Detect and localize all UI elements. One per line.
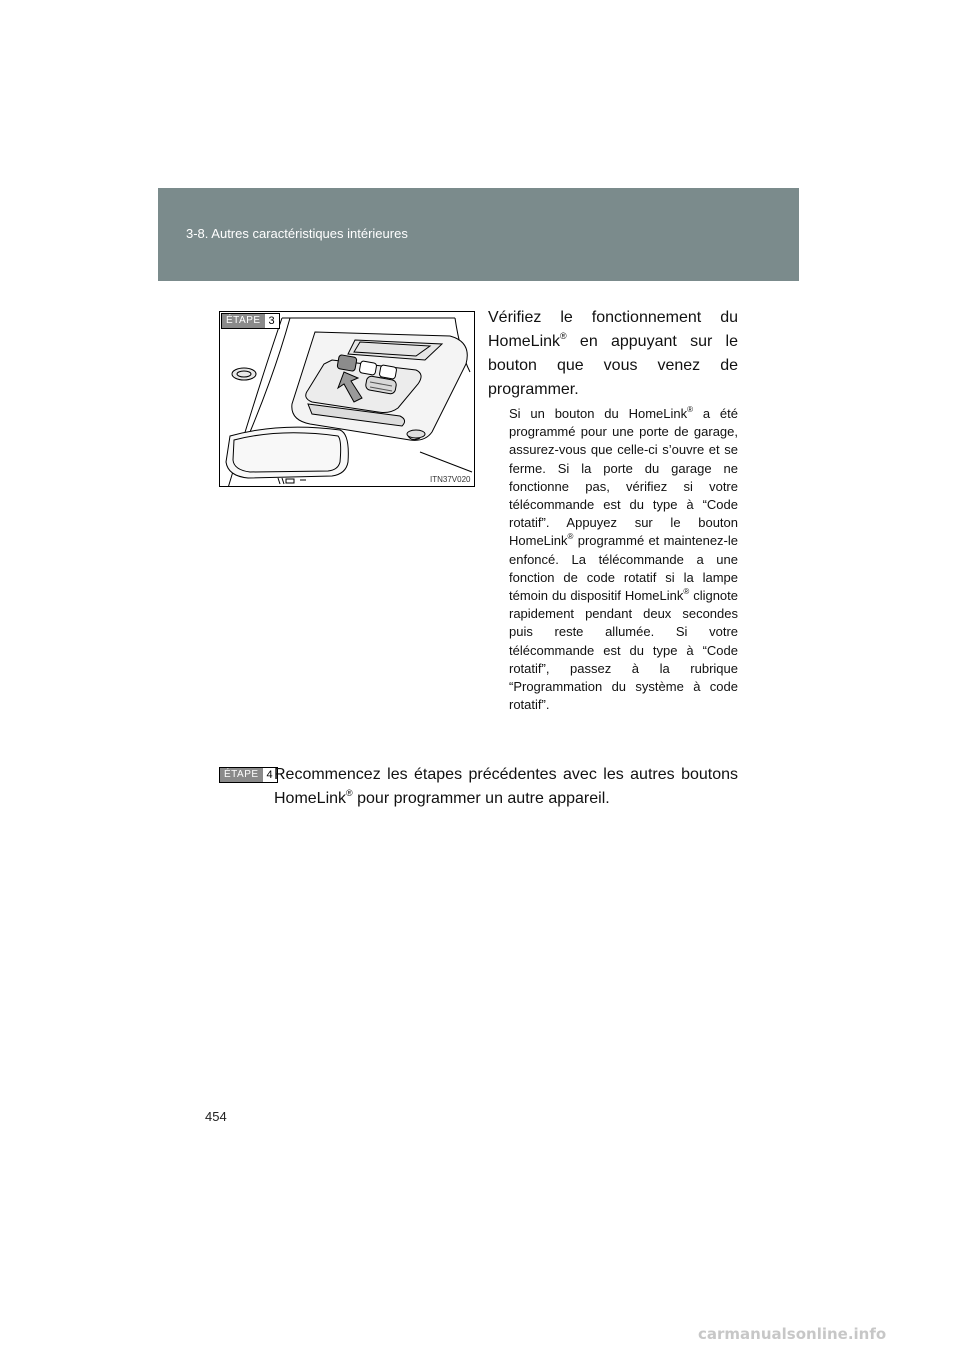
registered-mark: ® — [346, 788, 353, 798]
page-number: 454 — [205, 1109, 227, 1124]
step-badge-number: 4 — [266, 769, 273, 781]
homelink-illustration — [219, 311, 475, 487]
step-badge-4 — [219, 767, 278, 783]
step4-instruction — [274, 763, 738, 811]
step3-note-3: programmé et maintenez-le enfoncé. La télécommande a une fonction de code rotatif si la lampe témoin du dispositif HomeLink — [509, 533, 738, 604]
step3-note — [509, 405, 738, 714]
registered-mark: ® — [560, 331, 567, 341]
overhead-console-drawing — [220, 312, 475, 487]
step3-instruction-a: Vérifiez le fonctionnement du HomeLink — [488, 309, 738, 350]
section-header-bar — [158, 188, 799, 281]
step3-instruction-b: en appuyant sur le bouton que vous venez de programmer. — [488, 333, 738, 398]
step3-note-4: clignote rapidement pendant deux secondes puis reste allumée. Si votre télécommande est du type à “Code rotatif”, passez à la rubrique “Programmation du système à code rotatif”. — [509, 588, 738, 713]
step-badge-label: ÉTAPE — [222, 314, 265, 328]
section-title: 3-8. Autres caractéristiques intérieures — [186, 226, 408, 241]
watermark: carmanualsonline.info — [698, 1325, 887, 1343]
step3-note-2: a été programmé pour une porte de garage, assurez-vous que celle-ci s’ouvre et se ferme. Si la porte du garage ne fonctionne pas, vérifiez si votre télécommande est du type à “Code rotatif”. Appuyez sur le bouton HomeLink — [509, 406, 738, 549]
step4-instruction-b: pour programmer un autre appareil. — [352, 790, 610, 807]
step-badge-3 — [221, 313, 280, 329]
step-badge-number: 3 — [268, 315, 275, 327]
registered-mark: ® — [687, 405, 694, 414]
registered-mark: ® — [683, 587, 690, 597]
step4-instruction-a: Recommencez les étapes précédentes avec les autres boutons HomeLink — [274, 766, 738, 807]
figure-code: ITN37V020 — [430, 475, 471, 484]
step3-instruction — [488, 306, 738, 402]
step3-note-1: Si un bouton du HomeLink — [509, 406, 688, 421]
step-badge-label: ÉTAPE — [220, 768, 263, 782]
registered-mark: ® — [567, 532, 574, 542]
